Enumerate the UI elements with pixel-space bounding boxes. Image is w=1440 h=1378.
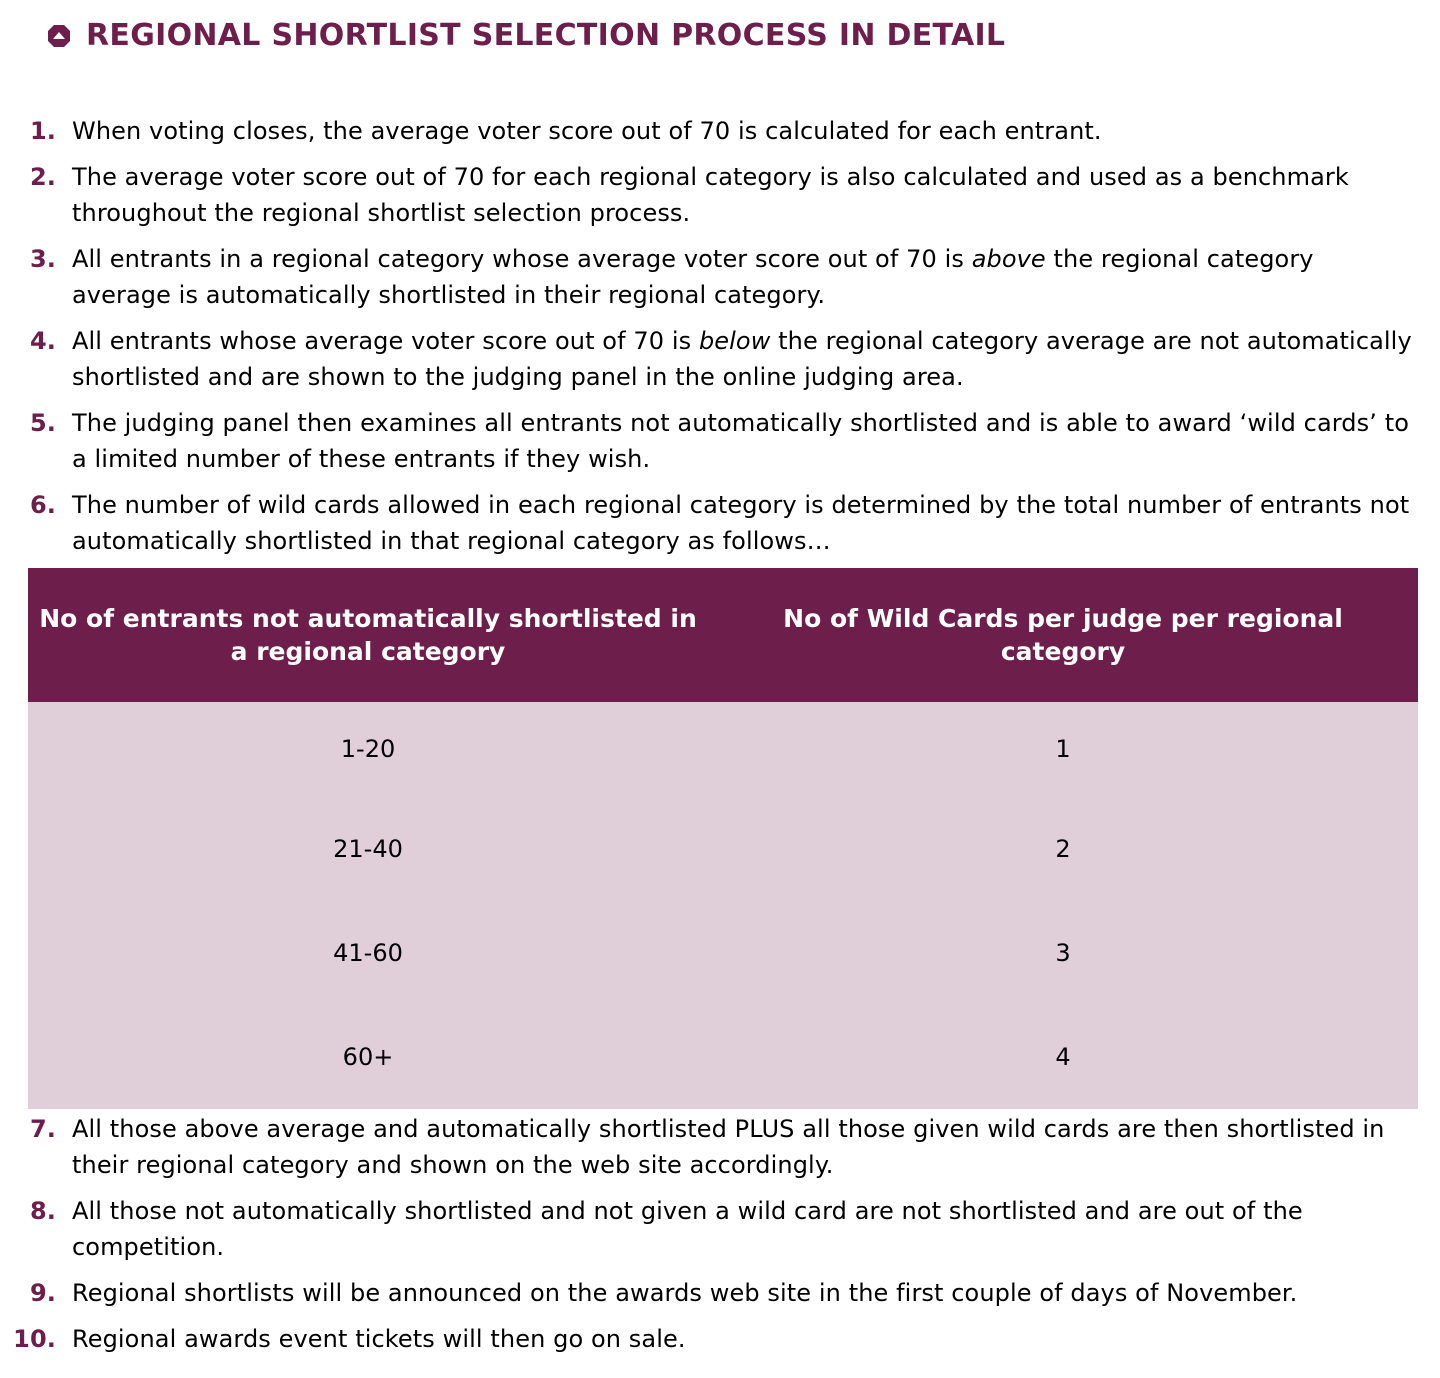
list-item: [0, 113, 1420, 149]
step-number: 2.: [29, 163, 56, 191]
entrants-range-cell: 41-60: [28, 901, 708, 1005]
table-row: [28, 901, 1418, 1005]
step-text: The judging panel then examines all entrants not automatically shortlisted and is able to award ‘wild cards’ to a limited number of these entrants if they wish.: [72, 409, 1409, 473]
list-item: [0, 241, 1420, 313]
step-emphasis: above: [971, 245, 1046, 273]
step-text: Regional shortlists will be announced on the awards web site in the first couple of days of November.: [72, 1279, 1298, 1307]
step-text: All those above average and automatically shortlisted PLUS all those given wild cards are then shortlisted in their regional category and shown on the web site accordingly.: [72, 1115, 1385, 1179]
table-row: [28, 1005, 1418, 1109]
step-number: 1.: [29, 117, 56, 145]
step-number: 10.: [13, 1325, 56, 1353]
page-title: REGIONAL SHORTLIST SELECTION PROCESS IN DETAIL: [86, 18, 1006, 53]
step-text-pre: All entrants whose average voter score out of 70 is: [72, 327, 699, 355]
step-number: 4.: [29, 327, 56, 355]
step-text: The average voter score out of 70 for each regional category is also calculated and used as a benchmark throughout the regional shortlist selection process.: [72, 163, 1349, 227]
step-text: All those not automatically shortlisted and not given a wild card are not shortlisted and are out of the competition.: [72, 1197, 1303, 1261]
list-item: [0, 1275, 1420, 1311]
step-number: 3.: [29, 245, 56, 273]
up-arrow-circle-icon[interactable]: [46, 23, 72, 49]
wild-cards-cell: 1: [708, 702, 1418, 797]
steps-list-before-table: [0, 113, 1420, 569]
step-text-post: the regional category average is automatically shortlisted in their regional category.: [72, 245, 1314, 309]
step-number: 8.: [29, 1197, 56, 1225]
step-number: 7.: [29, 1115, 56, 1143]
wild-cards-cell: 2: [708, 797, 1418, 901]
step-text: Regional awards event tickets will then go on sale.: [72, 1325, 686, 1353]
entrants-range-cell: 1-20: [28, 702, 708, 797]
entrants-range-cell: 60+: [28, 1005, 708, 1109]
step-text: When voting closes, the average voter score out of 70 is calculated for each entrant.: [72, 117, 1102, 145]
step-number: 9.: [29, 1279, 56, 1307]
section-heading: [46, 18, 1005, 53]
column-header-wild-cards: No of Wild Cards per judge per regional category: [708, 568, 1418, 702]
list-item: [0, 323, 1420, 395]
list-item: [0, 1193, 1420, 1265]
entrants-range-cell: 21-40: [28, 797, 708, 901]
table-row: [28, 702, 1418, 797]
table-header-row: [28, 568, 1418, 702]
step-text: The number of wild cards allowed in each regional category is determined by the total number of entrants not automatically shortlisted in that regional category as follows…: [72, 491, 1410, 555]
list-item: [0, 487, 1420, 559]
list-item: [0, 1321, 1420, 1357]
wild-cards-table: [28, 568, 1418, 1109]
step-emphasis: below: [698, 327, 771, 355]
wild-cards-cell: 3: [708, 901, 1418, 1005]
wild-cards-cell: 4: [708, 1005, 1418, 1109]
list-item: [0, 159, 1420, 231]
column-header-entrants: No of entrants not automatically shortlisted in a regional category: [28, 568, 708, 702]
step-number: 6.: [29, 491, 56, 519]
step-number: 5.: [29, 409, 56, 437]
list-item: [0, 405, 1420, 477]
table-row: [28, 797, 1418, 901]
step-text-post: the regional category average are not automatically shortlisted and are shown to the judging panel in the online judging area.: [72, 327, 1412, 391]
step-text-pre: All entrants in a regional category whose average voter score out of 70 is: [72, 245, 972, 273]
steps-list-after-table: [0, 1111, 1420, 1367]
list-item: [0, 1111, 1420, 1183]
